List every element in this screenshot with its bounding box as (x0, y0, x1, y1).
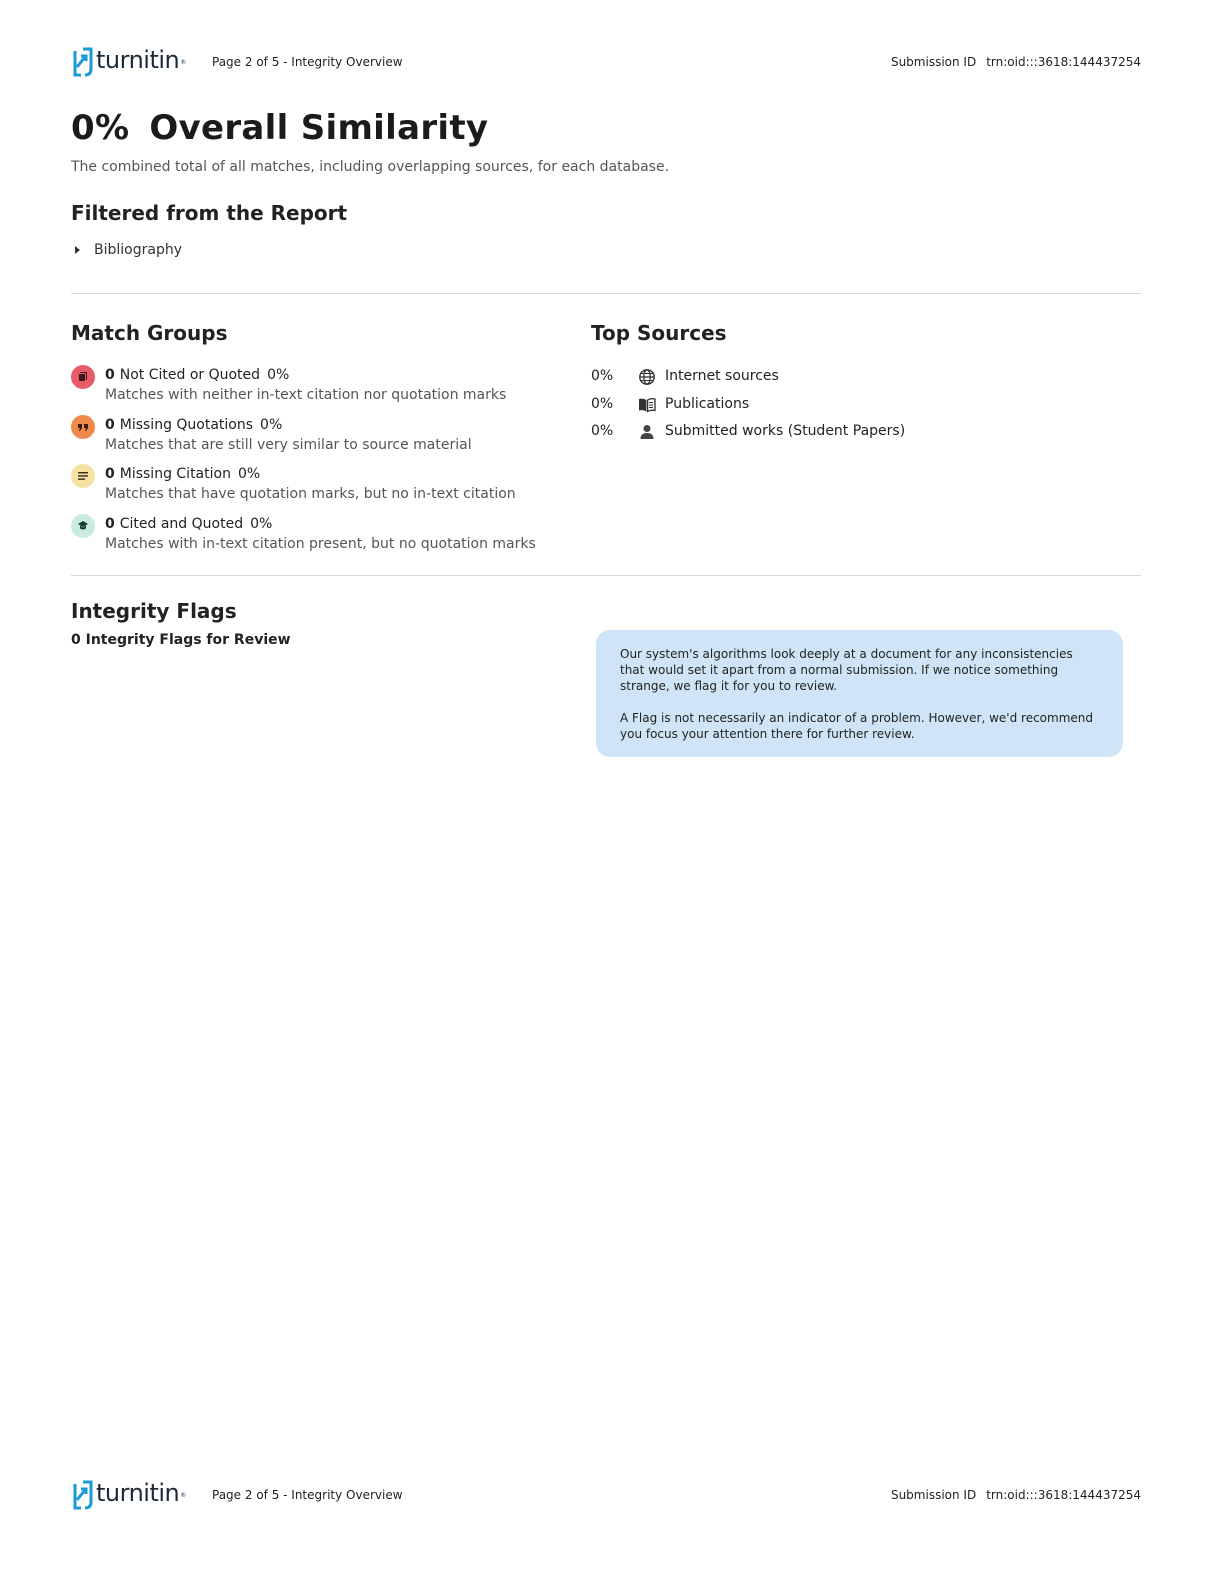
source-label: Internet sources (665, 368, 779, 384)
match-label: Missing Citation (119, 466, 231, 482)
divider (71, 293, 1141, 294)
match-percent: 0% (237, 466, 261, 482)
match-percent: 0% (250, 515, 273, 532)
integrity-flags-info-box (596, 630, 1123, 757)
filtered-item-bibliography[interactable] (75, 242, 182, 258)
filtered-heading: Filtered from the Report (71, 201, 348, 225)
source-internet (591, 366, 1131, 394)
match-groups-list (71, 365, 551, 563)
logo-trademark: ® (180, 58, 187, 66)
source-percent: 0% (591, 368, 614, 384)
match-percent: 0% (260, 416, 283, 433)
submission-label: Submission ID (890, 55, 977, 69)
match-count: 0 (105, 515, 115, 532)
info-paragraph: Our system's algorithms look deeply at a document for any inconsistencies that would set it apart from a normal submission. If we notice something strange, we flag it for you to review. (620, 647, 1073, 693)
integrity-flags-heading: Integrity Flags (71, 599, 237, 623)
top-sources-list (591, 366, 1131, 449)
match-description: Matches that are still very similar to source material (105, 436, 472, 453)
source-label: Publications (665, 395, 750, 412)
person-icon (638, 423, 656, 441)
turnitin-logo-icon (71, 1478, 93, 1512)
match-count: 0 (105, 466, 115, 482)
filtered-item-label: Bibliography (94, 242, 182, 258)
page-footer (71, 1477, 1141, 1513)
overall-similarity-title: Overall Similarity (149, 108, 489, 148)
source-publications (591, 394, 1131, 422)
match-description: Matches with in-text citation present, but no quotation marks (105, 535, 536, 552)
turnitin-logo-icon (71, 45, 93, 79)
document-icon (71, 365, 95, 389)
page-label: Page 2 of 5 - Integrity Overview (212, 1488, 403, 1502)
divider (71, 575, 1141, 576)
turnitin-logo (71, 44, 186, 80)
page-subtitle: The combined total of all matches, including overlapping sources, for each database. (71, 159, 670, 175)
match-count: 0 (105, 367, 115, 383)
book-icon (638, 396, 656, 414)
logo-text: turnitin (96, 1479, 180, 1507)
match-group-cited-quoted (71, 514, 551, 564)
caret-right-icon (75, 246, 80, 254)
source-percent: 0% (591, 423, 614, 440)
submission-id: trn:oid:::3618:144437254 (986, 1488, 1141, 1502)
page-label: Page 2 of 5 - Integrity Overview (212, 55, 403, 69)
match-groups-heading: Match Groups (71, 321, 228, 345)
turnitin-logo (71, 1477, 186, 1513)
info-paragraph: A Flag is not necessarily an indicator of a problem. However, we'd recommend you focus your attention there for further review. (620, 711, 1094, 741)
submission-info (891, 1488, 1141, 1502)
submission-id: trn:oid:::3618:144437254 (986, 55, 1141, 69)
match-label: Missing Quotations (119, 416, 254, 433)
match-description: Matches that have quotation marks, but no in-text citation (105, 486, 516, 502)
globe-icon (638, 368, 656, 386)
match-group-missing-quotations (71, 415, 551, 465)
match-group-not-cited (71, 365, 551, 415)
submission-info (891, 55, 1141, 69)
match-label: Not Cited or Quoted (119, 367, 261, 383)
page-header (71, 44, 1141, 80)
lines-icon (71, 464, 95, 488)
top-sources-heading: Top Sources (591, 321, 727, 345)
overall-similarity-percent: 0% (71, 108, 130, 148)
match-percent: 0% (267, 367, 290, 383)
page-title (71, 108, 488, 148)
source-label: Submitted works (Student Papers) (665, 423, 906, 440)
source-percent: 0% (591, 395, 614, 412)
match-label: Cited and Quoted (119, 515, 244, 532)
integrity-flags-count: 0 Integrity Flags for Review (71, 632, 291, 648)
match-group-missing-citation (71, 464, 551, 514)
logo-text: turnitin (96, 46, 180, 74)
match-description: Matches with neither in-text citation nor quotation marks (105, 387, 507, 403)
quote-icon (71, 415, 95, 439)
match-count: 0 (105, 416, 115, 433)
source-submitted-works (591, 421, 1131, 449)
submission-label: Submission ID (890, 1488, 977, 1502)
logo-trademark: ® (180, 1491, 187, 1499)
mortarboard-icon (71, 514, 95, 538)
